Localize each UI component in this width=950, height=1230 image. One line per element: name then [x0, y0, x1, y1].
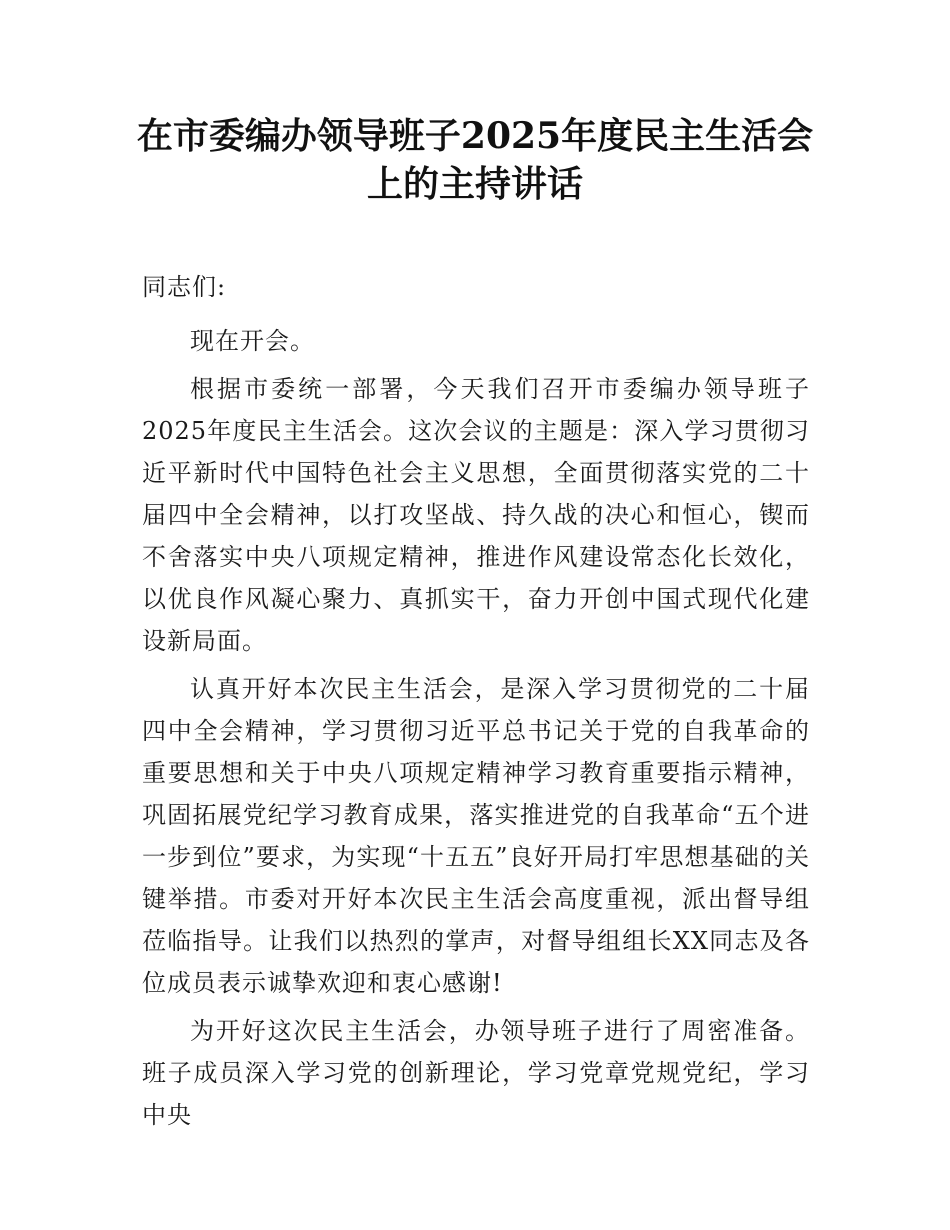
paragraph-meeting-theme: 根据市委统一部署，今天我们召开市委编办领导班子2025年度民主生活会。这次会议的主题是：深入学习贯彻习近平新时代中国特色社会主义思想，全面贯彻落实党的二十届四中全会精神，以打攻坚战、持久战的决心和恒心，锲而不舍落实中央八项规定精神，推进作风建设常态化长效化，以优良作风凝心聚力、真抓实干，奋力开创中国式现代化建设新局面。	[142, 375, 810, 655]
paragraph-opening: 现在开会。	[190, 327, 315, 355]
paragraph-preparation: 为开好这次民主生活会，办领导班子进行了周密准备。班子成员深入学习党的创新理论，学习党章党规党纪，学习中央	[142, 1017, 810, 1129]
document-title: 在市委编办领导班子2025年度民主生活会上的主持讲话	[136, 115, 814, 205]
paragraph-significance: 认真开好本次民主生活会，是深入学习贯彻党的二十届四中全会精神，学习贯彻习近平总书记关于党的自我革命的重要思想和关于中央八项规定精神学习教育重要指示精神，巩固拓展党纪学习教育成果，落实推进党的自我革命“五个进一步到位”要求，为实现“十五五”良好开局打牢思想基础的关键举措。市委对开好本次民主生活会高度重视，派出督导组莅临指导。让我们以热烈的掌声，对督导组组长XX同志及各位成员表示诚挚欢迎和衷心感谢!	[142, 675, 810, 997]
document-body	[142, 266, 810, 1142]
salutation: 同志们:	[142, 273, 227, 301]
